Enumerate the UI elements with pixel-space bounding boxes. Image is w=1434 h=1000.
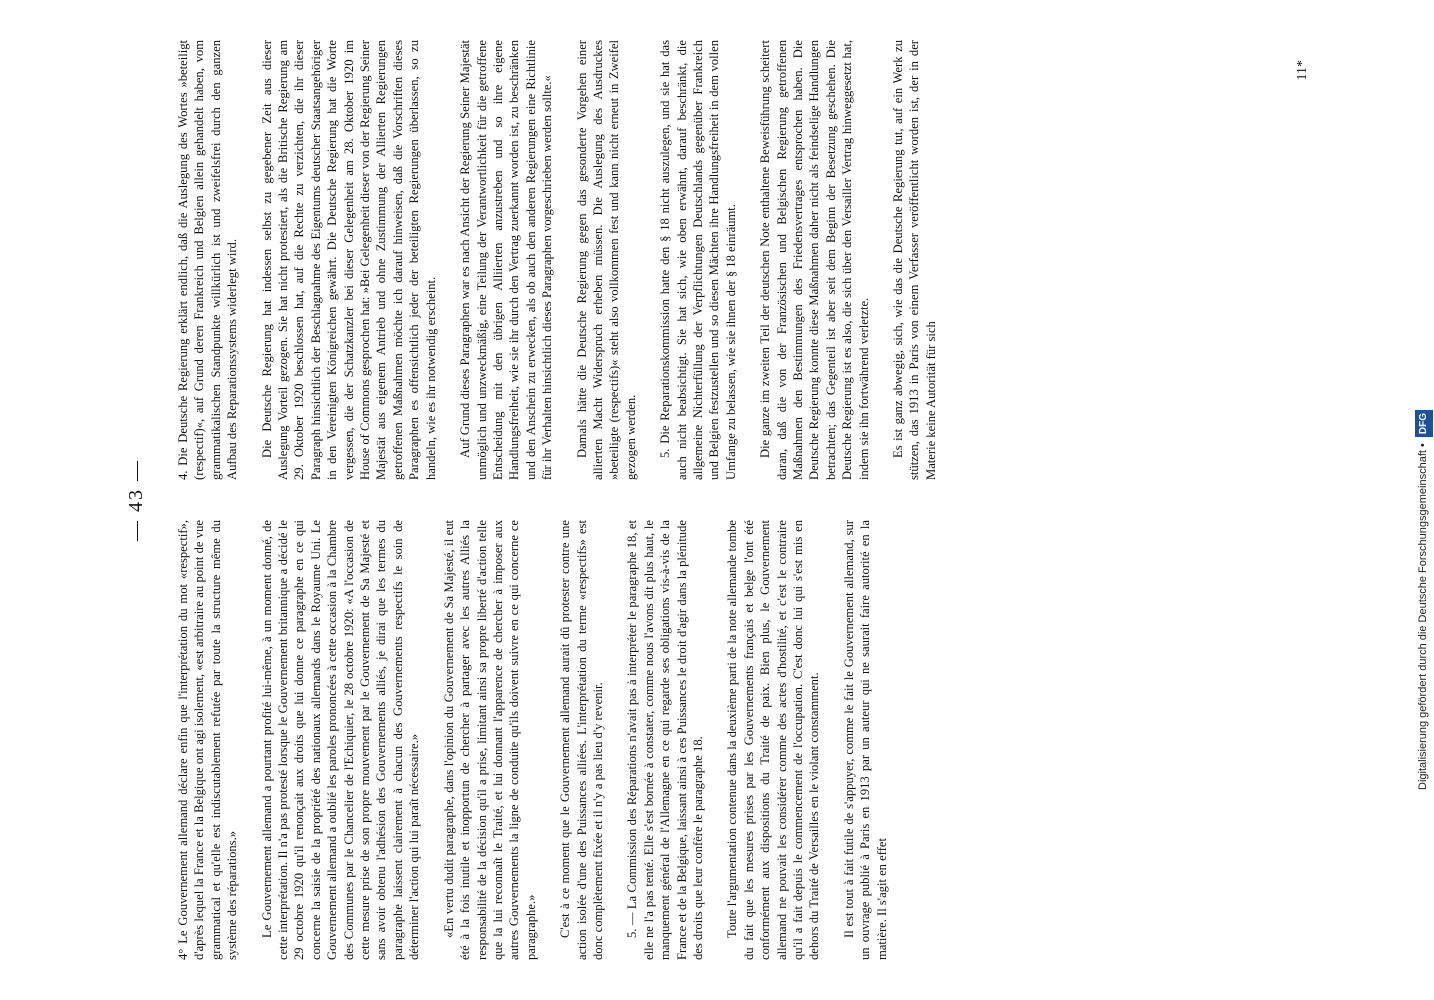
french-paragraph: C'est à ce moment que le Gouvernement allemand aurait dû protester contre une action isolée d'une des Puissances alliées. L'interprétation du terme «respectifs» est donc complètement fixée et il n'y a pas lieu d'y revenir. <box>558 520 605 960</box>
digitization-text: Digitalisierung gefördert durch die Deutsche Forschungsgemeinschaft • <box>1417 443 1429 790</box>
page-header: — 43 — <box>125 459 147 541</box>
german-paragraph: Die Deutsche Regierung hat indessen selbst zu gegebener Zeit aus dieser Auslegung Vorteil gezogen. Sie hat nicht protestiert, als die Britische Regierung am 29. Oktober 1920 beschlossen hat, auf die Rechte zu verzichten, die ihr dieser Paragraph hinsichtlich der Beschlagnahme des Eigentums deutscher Staatsangehöriger in den Vereinigten Königreichen gewährt. Die Deutsche Regierung hat die Worte vergessen, die der Schatzkanzler bei dieser Gelegenheit am 28. Oktober 1920 im House of Commons gesprochen hat: »Bei Gelegenheit dieser von der Regierung Seiner Majestät aus eigenem Antrieb und ohne Zustimmung der Allierten Regierungen getroffenen Maßnahmen möchte ich darauf hinweisen, daß die Vorschriften dieses Paragraphen es offensichtlich jeder der beteiligten Regierungen überlassen, so zu handeln, wie es ihr notwendig erscheint. <box>259 40 438 480</box>
footer-signature: 11* <box>1295 60 1310 81</box>
dfg-logo: DFG <box>1415 410 1433 437</box>
german-paragraph: Die ganze im zweiten Teil der deutschen Note enthaltene Beweisführung scheitert daran, daß die von der Französischen und Belgischen Regierung getroffenen Maßnahmen den Bestimmungen des Friedensvertrages entsprochen haben. Die Deutsche Regierung konnte diese Maßnahmen daher nicht als feindselige Handlungen betrachten; das Gegenteil ist aber seit dem Beginn der Besetzung geschehen. Die Deutsche Regierung ist es also, die sich über den Versailler Vertrag hinweggesetzt hat, indem sie ihn fortwährend verletzte. <box>758 40 871 480</box>
french-paragraph: «En vertu dudit paragraphe, dans l'opinion du Gouvernement de Sa Majesté, il eut été à la fois inutile et inopportun de chercher à partager avec les autres Alliés la responsabilité de la décision qu'il a prise, limitant ainsi sa propre liberté d'action telle que la lui reconnaît le Traité, et lui donnant l'apparence de chercher à imposer aux autres Gouvernements la ligne de conduite qu'ils doivent suivre en ce qui concerne ce paragraphe.» <box>441 520 538 960</box>
german-paragraph: Auf Grund dieses Paragraphen war es nach Ansicht der Regierung Seiner Majestät unmöglich und unzweckmäßig, eine Teilung der Verantwortlichkeit für die getroffene Entscheidung mit den übrigen Alliierten anzustreben und so ihre eigene Handlungsfreiheit, wie sie ihr durch den Vertrag zuerkannt worden ist, zu beschränken und den Anschein zu erwecken, als ob auch den anderen Regierungen eine Richtlinie für ihr Verhalten hinsichtlich dieses Paragraphen vorgeschrieben werden sollte.« <box>458 40 555 480</box>
french-paragraph: 5. — La Commission des Réparations n'avait pas à interpréter le paragraphe 18, et elle ne l'a pas tenté. Elle s'est bornée à constater, comme nous l'avons dit plus haut, le manquement général de l'Allemagne en ce qui regarde ses obligations vis-à-vis de la France et de la Belgique, laissant ainsi à ces Puissances le droit d'agir dans la plénitude des droits que leur confère le paragraphe 18. <box>625 520 705 960</box>
german-paragraph: 4. Die Deutsche Regierung erklärt endlich, daß die Auslegung des Wortes »beteiligt (respectif)«, auf Grund deren Frankreich und Belgien allein gehandelt haben, vom grammatikalischen Standpunkte willkürlich ist und zweifelsfrei durch den ganzen Aufbau des Reparationssystems widerlegt wird. <box>176 40 240 480</box>
german-column <box>175 40 957 480</box>
rotated-page <box>85 0 1405 1000</box>
french-paragraph: Le Gouvernement allemand a pourtant profité lui-même, à un moment donné, de cette interprétation. Il n'a pas protesté lorsque le Gouvernement britannique a décidé le 29 octobre 1920 qu'il renonçait aux droits que lui donne ce paragraphe en ce qui concerne la saisie de la propriété des nationaux allemands dans le Royaume Uni. Le Gouvernement allemand a oublié les paroles prononcées à cette occasion à la Chambre des Communes par le Chancelier de l'Echiquier, le 28 octobre 1920: «A l'occasion de cette mesure prise de son propre mouvement par le Gouvernement de Sa Majesté et sans avoir obtenu l'adhésion des Gouvernements alliés, je dirai que les termes du paragraphe laissent clairement à chacun des Gouvernements respectifs le soin de déterminer l'action qui lui paraît nécessaire.» <box>259 520 422 960</box>
german-paragraph: 5. Die Reparationskommission hatte den § 18 nicht auszulegen, und sie hat das auch nicht beabsichtigt. Sie hat sich, wie oben erwähnt, darauf beschränkt, die allgemeine Nichterfüllung der Verpflichtungen Deutschlands gegenüber Frankreich und Belgien festzustellen und so diesen Mächten ihre Handlungsfreiheit in dem vollen Umfange zu belassen, wie sie ihnen der § 18 einräumt. <box>658 40 738 480</box>
french-column <box>175 520 908 960</box>
french-paragraph: 4° Le Gouvernement allemand déclare enfin que l'interprétation du mot «respectif», d'après lequel la France et la Belgique ont agi isolement, «est arbitraire au point de vue grammatical et qu'elle est indiscutablement refutée par toute la structure même du système des réparations.» <box>176 520 240 960</box>
german-paragraph: Es ist ganz abwegig, sich, wie das die Deutsche Regierung tut, auf ein Werk zu stützen, das 1913 in Paris von einem Verfasser veröffentlicht worden ist, der in der Materie keine Autorität für sich <box>891 40 938 480</box>
german-paragraph: Damals hätte die Deutsche Regierung gegen das gesonderte Vorgehen einer allierten Macht Widerspruch erheben müssen. Die Auslegung des Ausdruckes »beteiligte (respectifs)« steht also vollkommen fest und kann nicht erneut in Zweifel gezogen werden. <box>574 40 638 480</box>
page-number: 43 <box>125 488 147 512</box>
french-paragraph: Toute l'argumentation contenue dans la deuxième parti de la note allemande tombe du fait que les mesures prises par les Gouvernements français et belge l'ont été conformément aux dispositions du Traité de paix. Bien plus, le Gouvernement allemand ne pouvait les considérer comme des actes d'hostilité, et c'est le contraire qu'il a fait depuis le commencement de l'occupation. C'est donc lui qui s'est mis en dehors du Traité de Versailles en le violant constamment. <box>725 520 822 960</box>
digitization-note <box>1414 10 1432 790</box>
french-paragraph: Il est tout à fait futile de s'appuyer, comme le fait le Gouvernement allemand, sur un ouvrage publié à Paris en 1913 par un auteur qui ne saurait faire autorité en la matière. Il s'agit en effet <box>841 520 889 960</box>
